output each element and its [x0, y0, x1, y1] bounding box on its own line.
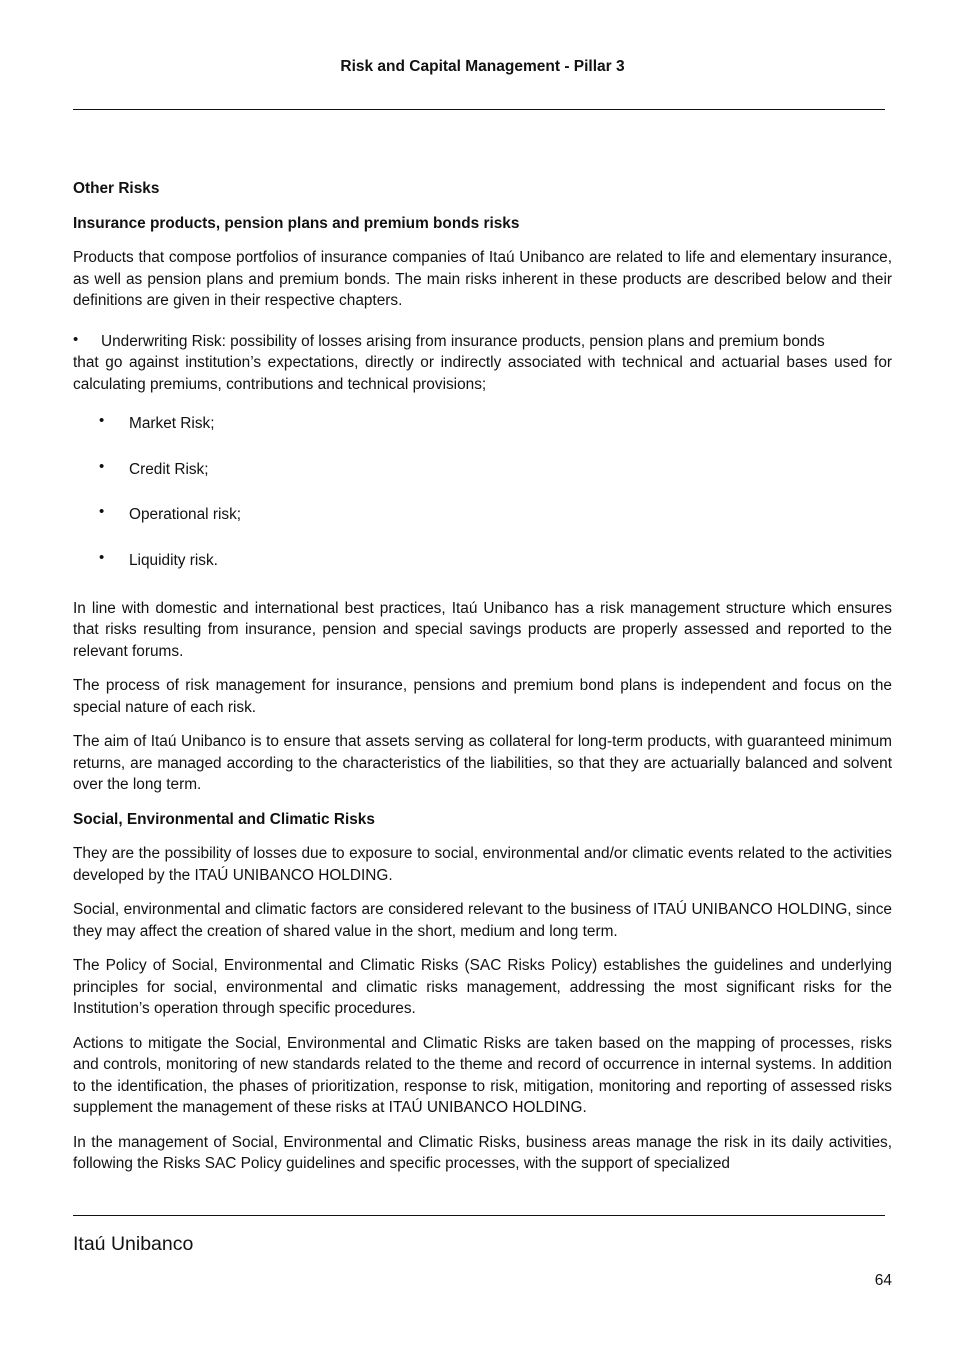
process-paragraph: The process of risk management for insurance, pensions and premium bond plans is independent and focus on the special nature of each risk. [73, 677, 892, 716]
bullet-icon: • [73, 330, 79, 348]
section-heading-other-risks: Other Risks [73, 180, 160, 197]
page-number: 64 [874, 1272, 892, 1289]
list-item [73, 459, 892, 505]
sac-paragraph-5: In the management of Social, Environmental and Climatic Risks, business areas manage the risk in its daily activities, following the Risks SAC Policy guidelines and specific processes, with the support of specialized [73, 1133, 892, 1172]
section-heading-sac-risks: Social, Environmental and Climatic Risks [73, 810, 375, 828]
list-item-text: Market Risk; [129, 415, 215, 432]
sac-paragraph-1: They are the possibility of losses due to exposure to social, environmental and/or climatic events related to the activities developed by the ITAÚ UNIBANCO HOLDING. [73, 845, 892, 884]
risk-bullet-list [73, 413, 892, 582]
underwriting-risk-text-rest: that go against institution’s expectations, directly or indirectly associated with technical and actuarial bases used for calculating premiums, contributions and technical provisions; [73, 354, 892, 393]
bullet-icon: • [99, 503, 105, 520]
best-practices-paragraph: In line with domestic and international best practices, Itaú Unibanco has a risk management structure which ensures that risks resulting from insurance, pension and special savings products are properly assessed and reported to the relevant forums. [73, 599, 892, 660]
underwriting-risk-bullet [73, 331, 892, 396]
sac-paragraph-4: Actions to mitigate the Social, Environmental and Climatic Risks are taken based on the mapping of processes, risks and controls, monitoring of new standards related to the theme and record of occurrence in internal systems. In addition to the identification, the phases of prioritization, response to risk, mitigation, monitoring and reporting of assessed risks supplement the management of these risks at ITAÚ UNIBANCO HOLDING. [73, 1034, 892, 1116]
header-divider [73, 109, 885, 110]
list-item [73, 413, 892, 459]
list-item-text: Liquidity risk. [129, 551, 218, 569]
bullet-icon: • [99, 412, 105, 429]
list-item-text: Credit Risk; [129, 460, 209, 478]
underwriting-risk-first-line [73, 331, 892, 353]
list-item-text: Operational risk; [129, 506, 242, 523]
subsection-heading-insurance: Insurance products, pension plans and premium bonds risks [73, 214, 520, 232]
list-item [73, 504, 892, 550]
page-content [73, 178, 892, 1188]
page-header-title: Risk and Capital Management - Pillar 3 [340, 58, 625, 75]
footer-brand: Itaú Unibanco [73, 1233, 194, 1255]
footer-divider [73, 1215, 885, 1216]
bullet-icon: • [99, 457, 105, 475]
insurance-intro-paragraph: Products that compose portfolios of insurance companies of Itaú Unibanco are related to life and elementary insurance, as well as pension plans and premium bonds. The main risks inherent in these products are described below and their definitions are given in their respective chapters. [73, 249, 892, 309]
sac-paragraph-3: The Policy of Social, Environmental and Climatic Risks (SAC Risks Policy) establishes the guidelines and underlying principles for social, environmental and climatic risks management, addressing the most significant risks for the Institution’s operation through specific procedures. [73, 957, 892, 1017]
underwriting-risk-text-start: Underwriting Risk: possibility of losses arising from insurance products, pension plans and premium bonds [101, 332, 825, 350]
aim-paragraph: The aim of Itaú Unibanco is to ensure that assets serving as collateral for long-term products, with guaranteed minimum returns, are managed according to the characteristics of the liabilities, so that they are actuarially balanced and solvent over the long term. [73, 733, 892, 793]
list-item [73, 550, 892, 582]
sac-paragraph-2: Social, environmental and climatic factors are considered relevant to the business of ITAÚ UNIBANCO HOLDING, since they may affect the creation of shared value in the short, medium and long term. [73, 901, 892, 940]
bullet-icon: • [99, 548, 105, 566]
